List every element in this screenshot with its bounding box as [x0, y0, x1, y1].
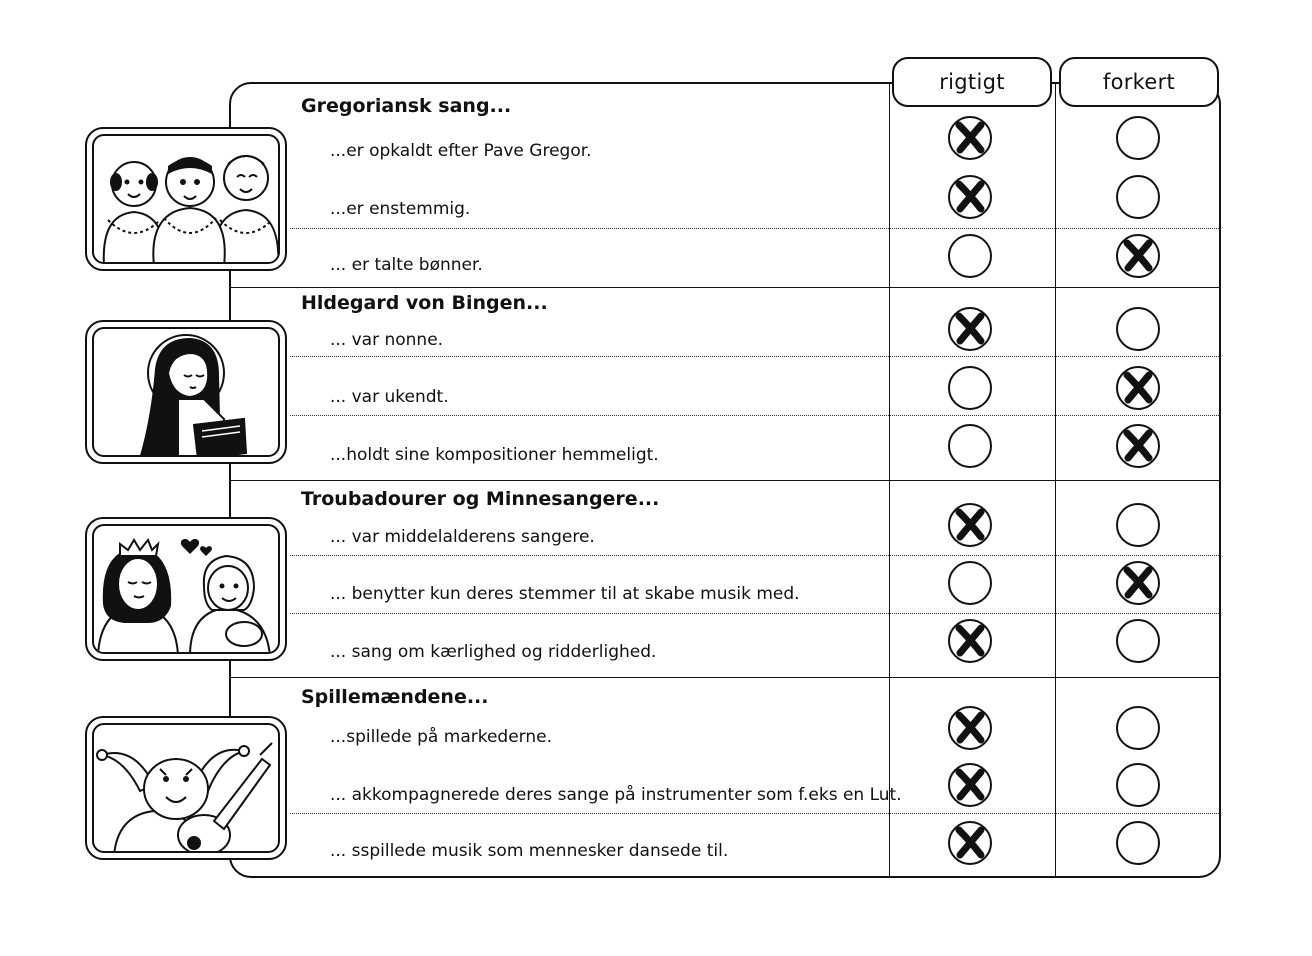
- illustration-frame: [85, 320, 287, 464]
- answer-circle-forkert[interactable]: [1116, 116, 1160, 160]
- answer-circle-forkert[interactable]: [1116, 619, 1160, 663]
- section-title: Gregoriansk sang...: [301, 95, 512, 117]
- column-header-forkert: forkert: [1059, 57, 1219, 107]
- statement-text: ... er talte bønner.: [330, 255, 483, 275]
- answer-circle-rigtigt[interactable]: [948, 503, 992, 547]
- answer-circle-rigtigt[interactable]: [948, 706, 992, 750]
- jester-lute-icon: [92, 723, 280, 853]
- cross-mark-icon: [948, 821, 992, 865]
- statement-text: ... sang om kærlighed og ridderlighed.: [330, 642, 657, 662]
- illustration-frame: [85, 127, 287, 271]
- answer-circle-rigtigt[interactable]: [948, 234, 992, 278]
- answer-circle-rigtigt[interactable]: [948, 175, 992, 219]
- section-divider: [229, 480, 1221, 481]
- cross-mark-icon: [948, 619, 992, 663]
- statement-text: ... var middelalderens sangere.: [330, 527, 595, 547]
- answer-circle-forkert[interactable]: [1116, 706, 1160, 750]
- cross-mark-icon: [1116, 561, 1160, 605]
- cross-mark-icon: [948, 503, 992, 547]
- answer-circle-forkert[interactable]: [1116, 307, 1160, 351]
- row-divider: [290, 415, 1221, 416]
- illustration-frame: [85, 716, 287, 860]
- cross-mark-icon: [1116, 424, 1160, 468]
- section-divider: [229, 677, 1221, 678]
- statement-text: ... var nonne.: [330, 330, 444, 350]
- answer-circle-forkert[interactable]: [1116, 821, 1160, 865]
- cross-mark-icon: [948, 763, 992, 807]
- row-divider: [290, 813, 1221, 814]
- answer-circle-rigtigt[interactable]: [948, 116, 992, 160]
- column-header-rigtigt: rigtigt: [892, 57, 1052, 107]
- statement-text: ... akkompagnerede deres sange på instrumenter som f.eks en Lut.: [330, 785, 902, 805]
- section-divider: [229, 287, 1221, 288]
- answer-circle-rigtigt[interactable]: [948, 307, 992, 351]
- cross-mark-icon: [948, 706, 992, 750]
- answer-circle-rigtigt[interactable]: [948, 561, 992, 605]
- cross-mark-icon: [948, 307, 992, 351]
- statement-text: ...holdt sine kompositioner hemmeligt.: [330, 445, 659, 465]
- row-divider: [290, 356, 1221, 357]
- answer-circle-rigtigt[interactable]: [948, 366, 992, 410]
- answer-circle-rigtigt[interactable]: [948, 424, 992, 468]
- answer-circle-forkert[interactable]: [1116, 763, 1160, 807]
- section-title: Troubadourer og Minnesangere...: [301, 488, 660, 510]
- troubadour-couple-icon: [92, 524, 280, 654]
- row-divider: [290, 613, 1221, 614]
- statement-text: ...er enstemmig.: [330, 199, 471, 219]
- answer-circle-rigtigt[interactable]: [948, 821, 992, 865]
- answer-circle-forkert[interactable]: [1116, 234, 1160, 278]
- illustration-frame: [85, 517, 287, 661]
- row-divider: [290, 228, 1221, 229]
- answer-circle-forkert[interactable]: [1116, 175, 1160, 219]
- answer-circle-rigtigt[interactable]: [948, 619, 992, 663]
- answer-circle-forkert[interactable]: [1116, 503, 1160, 547]
- row-divider: [290, 555, 1221, 556]
- statement-text: ... sspillede musik som mennesker dansede til.: [330, 841, 729, 861]
- cross-mark-icon: [1116, 234, 1160, 278]
- answer-circle-forkert[interactable]: [1116, 366, 1160, 410]
- answer-circle-rigtigt[interactable]: [948, 763, 992, 807]
- cross-mark-icon: [1116, 366, 1160, 410]
- cross-mark-icon: [948, 116, 992, 160]
- three-monks-icon: [92, 134, 280, 264]
- answer-circle-forkert[interactable]: [1116, 561, 1160, 605]
- cross-mark-icon: [948, 175, 992, 219]
- statement-text: ...er opkaldt efter Pave Gregor.: [330, 141, 592, 161]
- section-title: Spillemændene...: [301, 686, 489, 708]
- statement-text: ...spillede på markederne.: [330, 727, 552, 747]
- answer-circle-forkert[interactable]: [1116, 424, 1160, 468]
- section-title: Hldegard von Bingen...: [301, 292, 548, 314]
- statement-text: ... benytter kun deres stemmer til at skabe musik med.: [330, 584, 800, 604]
- nun-reading-icon: [92, 327, 280, 457]
- statement-text: ... var ukendt.: [330, 387, 449, 407]
